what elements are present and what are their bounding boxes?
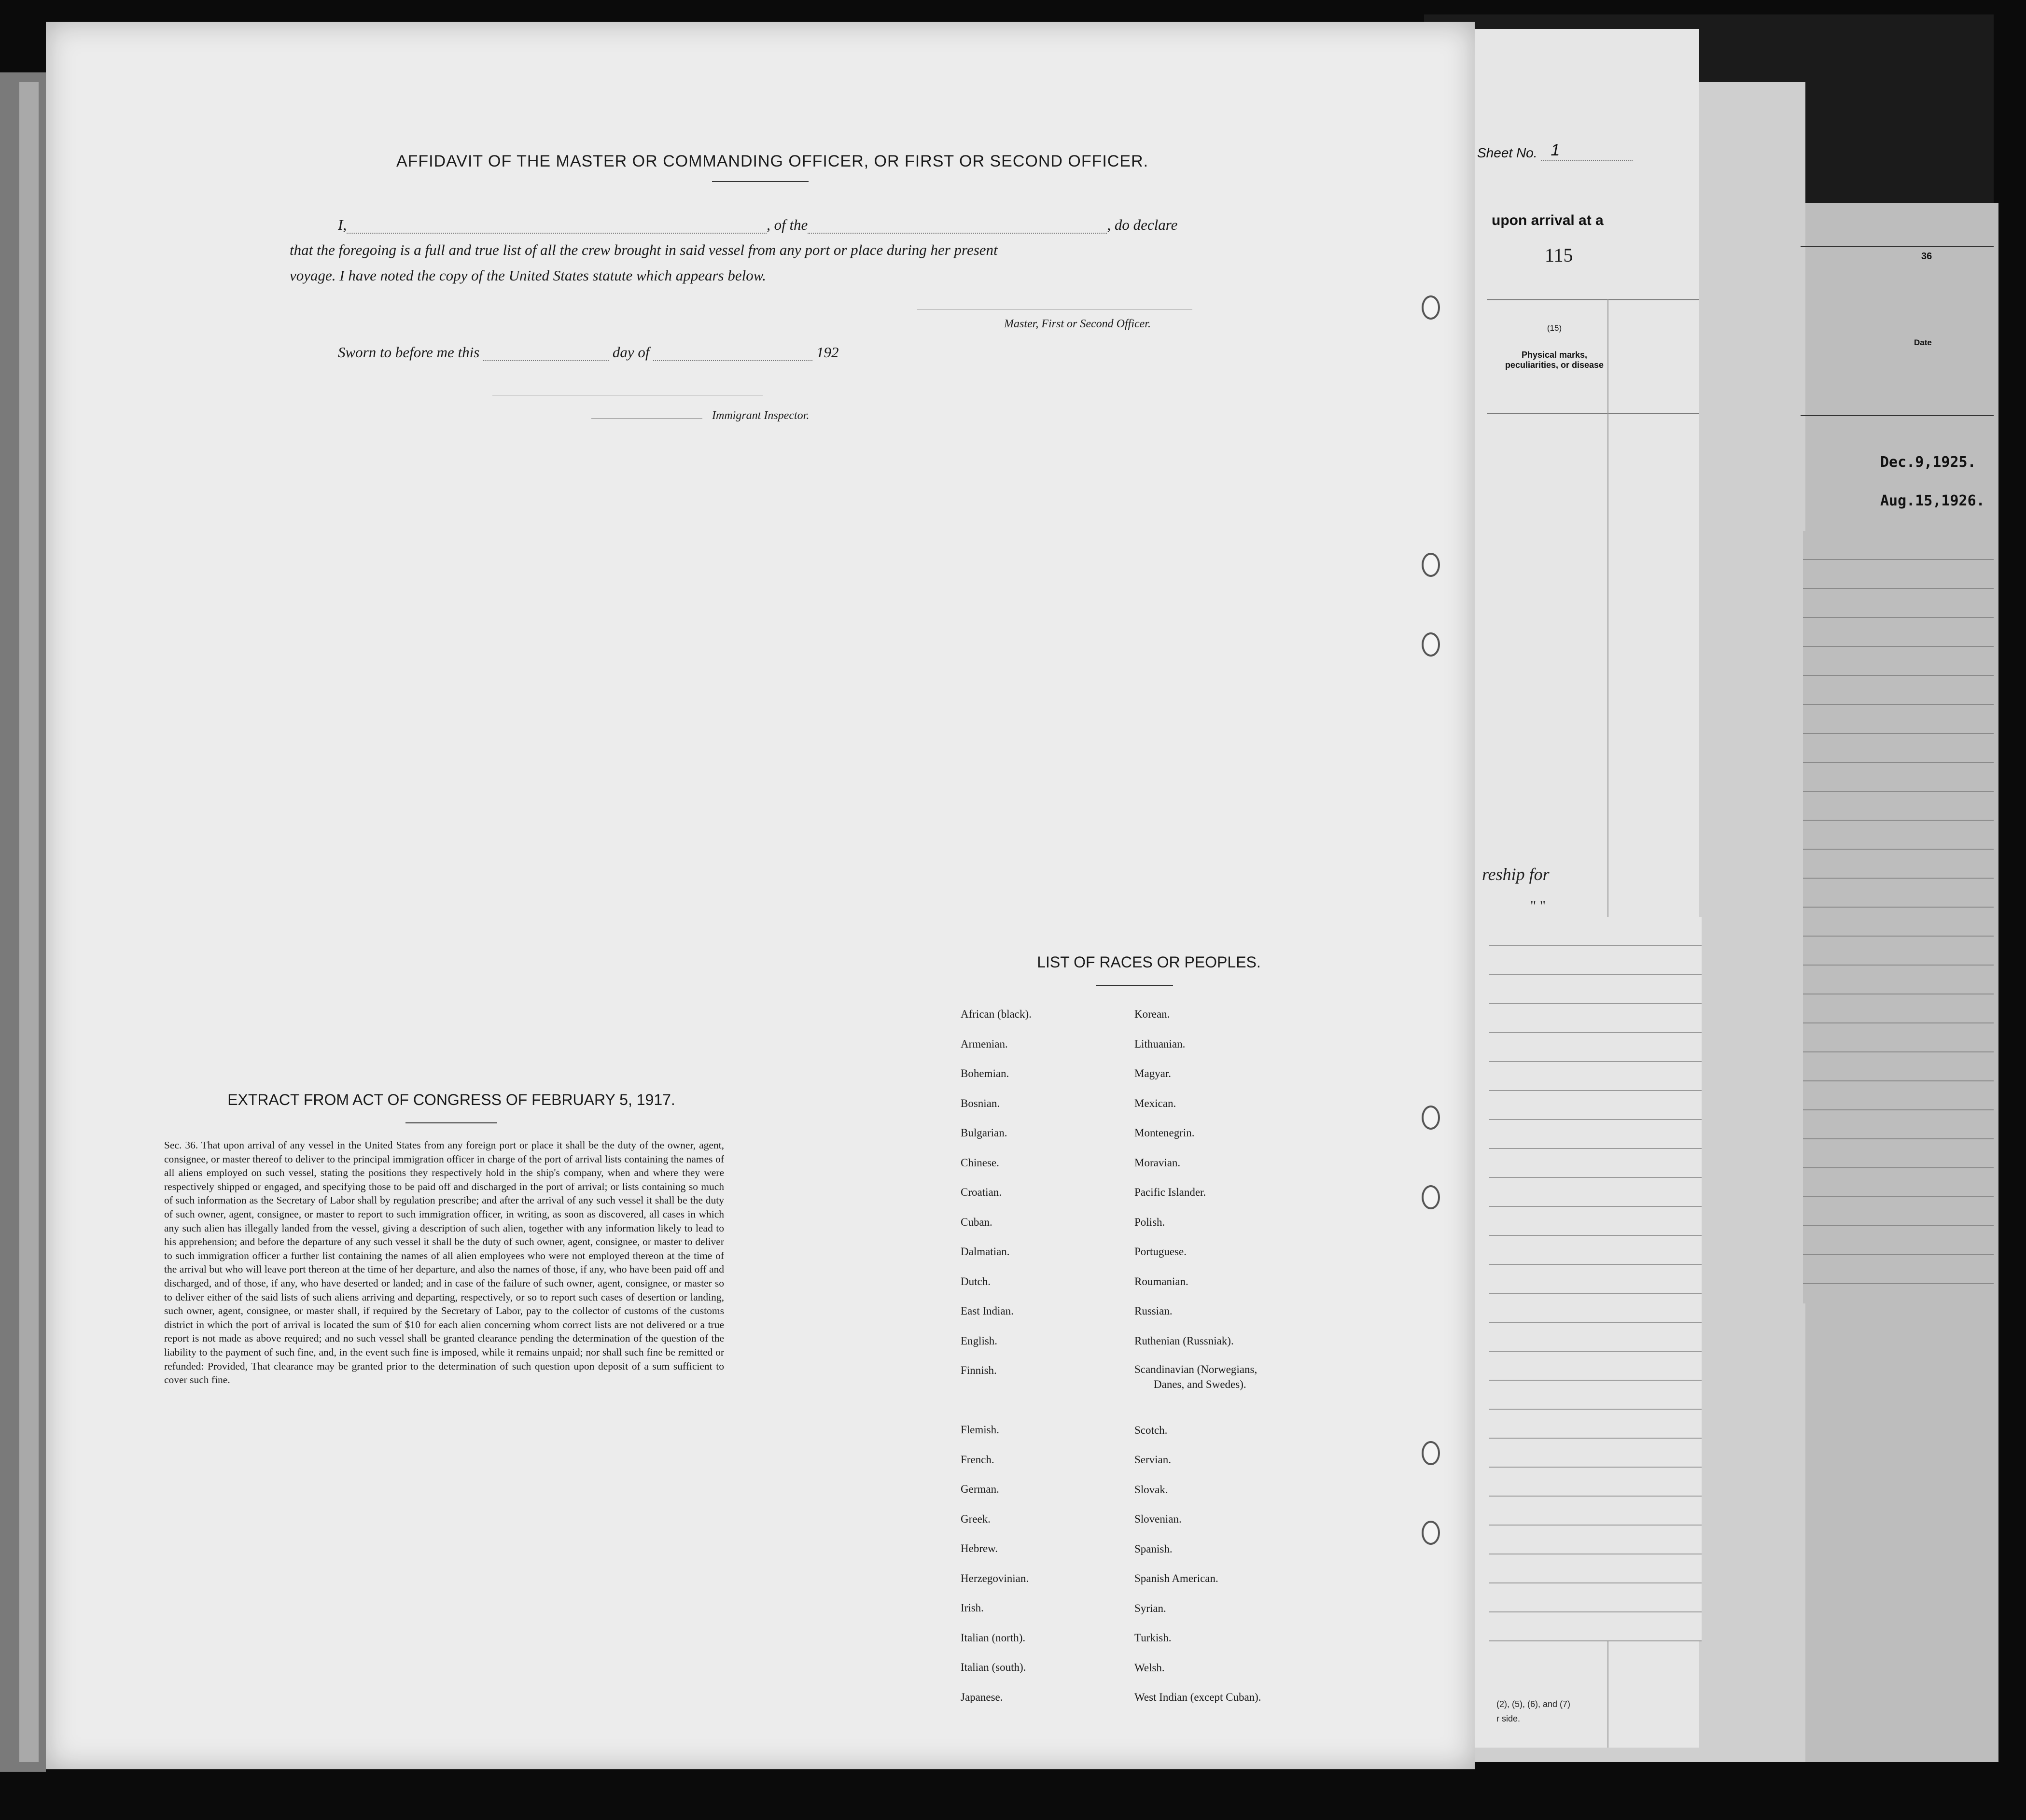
race-item: Roumanian. [1134,1275,1188,1288]
far-column-36: 36 [1921,251,1932,262]
binder-hole [1422,1441,1440,1465]
race-item: Korean. [1134,1008,1170,1020]
bottom-note-2: r side. [1496,1714,1521,1723]
race-item: Montenegrin. [1134,1127,1195,1139]
race-item: Bohemian. [961,1067,1009,1079]
races-right-column [1134,999,1337,1712]
far-sheet-lines [1803,531,1994,1303]
handwritten-reship: reship for [1482,865,1550,884]
race-item: Dutch. [961,1275,991,1288]
race-item-spacer [961,1386,1120,1415]
binder-hole [1422,295,1440,320]
race-item: Hebrew. [961,1542,998,1554]
race-item: Lithuanian. [1134,1037,1186,1050]
race-item: Italian (north). [961,1631,1026,1644]
race-item: Mexican. [1134,1097,1176,1109]
race-item: Greek. [961,1512,991,1525]
race-item: Ruthenian (Russniak). [1134,1334,1234,1347]
far-date-label: Date [1914,338,1932,347]
binder-hole [1422,1185,1440,1209]
number-115: 115 [1545,244,1573,266]
race-item: Herzegovinian. [961,1572,1029,1584]
race-item: Pacific Islander. [1134,1186,1206,1198]
sheet-number-value: 1 [1541,141,1633,161]
extract-body: Sec. 36. That upon arrival of any vessel in the United States from any foreign port or place it shall be the duty of the owner, agent, consignee, or master thereof to deliver to the principal immigration officer in charge of the port of arrival lists containing the names of all aliens employed on such vessel, stating the positions they respectively hold in the ship's company, when and where they were respectively shipped or engaged, and specifying those to be paid off and discharged in the port of arrival; or lists containing so much of such information as the Secretary of Labor shall by regulation prescribe; and after the arrival of any such vessel it shall be the duty of such owner, agent, consignee, or master to report to such immigration officer, in writing, as soon as discovered, all cases in which any such alien has illegally landed from the vessel, giving a description of such alien, together with any information likely to lead to his apprehension; and before the departure of any such vessel it shall be the duty of such owner, agent, consignee, or master to deliver to such immigration officer a further list containing the names of all alien employees who were not employed thereon at the time of the arrival but who will leave port thereon at the time of her departure, and also the names of those, if any, who have been paid off and discharged, and of those, if any, who have deserted or landed; and in case of the failure of such owner, agent, consignee, or master so to deliver either of the said lists of such aliens arriving and departing, respectively, or so to report such cases of desertion or landing, such owner, agent, consignee, or master shall, if required by the Secretary of Labor, pay to the collector of customs of the customs district in which the port of arrival is located the sum of $10 for each alien concerning whom correct lists are not delivered or a true report is not made as above required; and no such vessel shall be granted clearance pending the determination of the question of the liability to the payment of such fine, and, in the event such fine is imposed, while it remains unpaid; nor shall such fine be remitted or refunded: Provided, That clearance may be granted prior to the determination of such question upon deposit of a sum sufficient to cover such fine. [164,1139,724,1386]
race-item: Scandinavian (Norwegians, [1134,1363,1258,1375]
inspector-caption: Immigrant Inspector. [712,409,810,422]
race-item: Italian (south). [961,1661,1026,1673]
race-item: Servian. [1134,1454,1172,1466]
race-item: Bulgarian. [961,1127,1007,1139]
race-item-continuation: Danes, and Swedes). [1154,1378,1246,1390]
binder-hole [1422,1106,1440,1130]
binder-hole [1422,632,1440,657]
ledger-rule [1487,413,1699,414]
extract-title-rule [405,1122,497,1123]
stamped-date-1: Dec.9,1925. [1880,454,1976,471]
race-item: Irish. [961,1602,984,1614]
ledger-rule [1487,299,1699,300]
race-item: Slovenian. [1134,1513,1182,1525]
binder-hole [1422,553,1440,577]
handwritten-ditto: " " [1530,898,1546,914]
race-item: Turkish. [1134,1632,1172,1644]
binder-hole [1422,1521,1440,1545]
races-title-rule [1096,985,1173,986]
master-caption: Master, First or Second Officer. [1004,318,1151,330]
race-item: Russian. [1134,1305,1173,1317]
race-item: Armenian. [961,1037,1008,1050]
upon-arrival-text: upon arrival at a [1492,212,1604,228]
race-item: Polish. [1134,1216,1165,1228]
races-title: LIST OF RACES OR PEOPLES. [1037,953,1261,971]
extract-title: EXTRACT FROM ACT OF CONGRESS OF FEBRUARY 5, 1917. [227,1091,675,1108]
race-item: Croatian. [961,1186,1002,1198]
ledger-lines [1489,917,1702,1641]
race-item: Bosnian. [961,1097,1000,1109]
race-item: Scotch. [1134,1424,1168,1436]
stamped-date-2: Aug.15,1926. [1880,492,1985,509]
races-left-column [961,999,1120,1712]
race-item: Dalmatian. [961,1246,1010,1258]
bottom-note-1: (2), (5), (6), and (7) [1496,1699,1571,1709]
race-item: French. [961,1453,994,1466]
race-item: Syrian. [1134,1602,1166,1614]
inspector-line-2 [591,418,702,419]
race-item: Japanese. [961,1691,1003,1703]
race-item: Portuguese. [1134,1246,1187,1258]
left-edge-strip-inner [19,82,39,1762]
race-item: German. [961,1483,999,1495]
race-item: Magyar. [1134,1067,1172,1079]
far-sheet-rule [1801,415,1994,416]
race-item: Finnish. [961,1364,997,1376]
race-item: Slovak. [1134,1483,1168,1496]
column-number: (15) [1547,323,1562,333]
race-item: East Indian. [961,1305,1014,1317]
column-heading: Physical marks, peculiarities, or disease [1505,350,1604,370]
affidavit-heading: AFFIDAVIT OF THE MASTER OR COMMANDING OFFICER, OR FIRST OR SECOND OFFICER. [396,152,1149,170]
declaration-line-2: that the foregoing is a full and true list of all the crew brought in said vessel from any port or place during her present [290,241,998,258]
race-item: Cuban. [961,1216,992,1228]
race-item: Moravian. [1134,1156,1181,1169]
sheet-number-label: Sheet No. 1 [1477,141,1633,161]
race-item: Spanish American. [1134,1572,1218,1584]
far-sheet-rule [1801,246,1994,247]
race-item: Flemish. [961,1424,999,1436]
heading-rule [712,181,809,182]
race-item: Chinese. [961,1156,999,1169]
race-item: African (black). [961,1008,1032,1020]
race-item: Spanish. [1134,1542,1173,1555]
declaration-line-1: I, , of the , do declare [338,216,1178,233]
race-item: English. [961,1334,998,1347]
race-item: West Indian (except Cuban). [1134,1691,1261,1703]
sworn-line: Sworn to before me this day of 192 [338,344,839,361]
declaration-line-3: voyage. I have noted the copy of the United States statute which appears below. [290,267,766,284]
race-item: Welsh. [1134,1661,1165,1674]
